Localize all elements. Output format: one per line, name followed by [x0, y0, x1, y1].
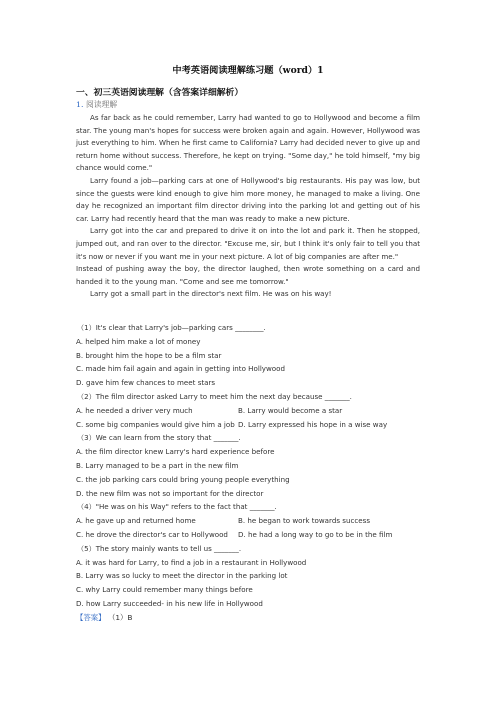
option-d: D. how Larry succeeded- in his new life in Hollywood — [76, 598, 263, 608]
option-d: D. Larry expressed his hope in a wise way — [238, 419, 388, 429]
option-c: C. the job parking cars could bring young people everything — [76, 474, 290, 484]
subheading-label: 阅读理解 — [85, 100, 118, 109]
answer-text: （1）B — [107, 612, 133, 622]
option-a: A. the film director knew Larry's hard experience before — [76, 447, 275, 457]
passage-paragraph: Larry got a small part in the director's next film. He was on his way! — [90, 289, 332, 299]
question-list — [76, 321, 420, 625]
option-row — [76, 418, 420, 432]
question-stem: （1）It's clear that Larry's job—parking cars ________. — [77, 323, 266, 332]
option-b: B. Larry was so lucky to meet the director in the parking lot — [76, 571, 288, 581]
option-b: B. Larry would become a star — [238, 405, 343, 415]
option-b: B. he began to work towards success — [238, 516, 371, 526]
passage-paragraph: Larry found a job—parking cars at one of Hollywood's big restaurants. His pay was low, but since the guests were kind enough to give him more money, he managed to make a living. One day he recognized an important film director driving into the parking lot and getting out of his car. Larry had recently heard that the man was ready to make a new picture. — [76, 175, 420, 223]
option-b: B. Larry managed to be a part in the new film — [76, 460, 239, 470]
option-a: A. it was hard for Larry, to find a job in a restaurant in Hollywood — [76, 557, 307, 567]
option-c: C. he drove the director's car to Hollywood — [76, 529, 228, 539]
reading-passage — [76, 112, 420, 301]
answer-line — [76, 611, 420, 625]
option-row — [76, 528, 420, 542]
option-d: D. the new film was not so important for the director — [76, 488, 264, 498]
option-c: C. why Larry could remember many things before — [76, 585, 253, 595]
document-title: 中考英语阅读理解练习题（word）1 — [172, 65, 324, 76]
question-stem: （3）We can learn from the story that _______. — [77, 433, 241, 443]
option-row — [76, 514, 420, 528]
option-row — [76, 404, 420, 418]
question-stem: （2）The film director asked Larry to meet him the next day because _______. — [77, 391, 352, 401]
passage-paragraph: Larry got into the car and prepared to drive it on into the lot and park it. Then he stopped, jumped out, and ran over to the director. "Excuse me, sir, but I think it's only fair to tell you that it's now or never if you want me in your next picture. A lot of big companies are after me." — [76, 226, 420, 261]
option-a: A. he gave up and returned home — [76, 516, 196, 526]
option-d: D. he had a long way to go to be in the film — [238, 529, 393, 539]
subheading-number: 1. — [76, 100, 84, 109]
passage-paragraph: As far back as he could remember, Larry had wanted to go to Hollywood and become a film star. The young man's hopes for success were broken again and again. However, Hollywood was just everything to him. When he first came to California? Larry had decided never to give up and return home without success. Therefore, he kept on trying. "Some day," he told himself, "my big chance would come." — [76, 113, 421, 173]
answer-label: 【答案】 — [76, 612, 106, 622]
option-c: C. some big companies would give him a job — [76, 419, 235, 429]
passage-paragraph: Instead of pushing away the boy, the director laughed, then wrote something on a card and handed it to the young man. "Come and see me tomorrow." — [76, 264, 420, 286]
option-b: B. brought him the hope to be a film star — [76, 350, 222, 360]
question-stem: （5）The story mainly wants to tell us _______. — [77, 543, 242, 553]
option-a: A. he needed a driver very much — [76, 405, 193, 415]
option-c: C. made him fail again and again in getting into Hollywood — [76, 364, 285, 374]
subheading — [76, 99, 117, 110]
question-stem: （4）"He was on his Way" refers to the fact that _______. — [77, 502, 277, 512]
option-a: A. helped him make a lot of money — [76, 336, 201, 346]
option-d: D. gave him few chances to meet stars — [76, 378, 216, 388]
section-heading: 一、初三英语阅读理解（含答案详细解析） — [76, 88, 244, 98]
